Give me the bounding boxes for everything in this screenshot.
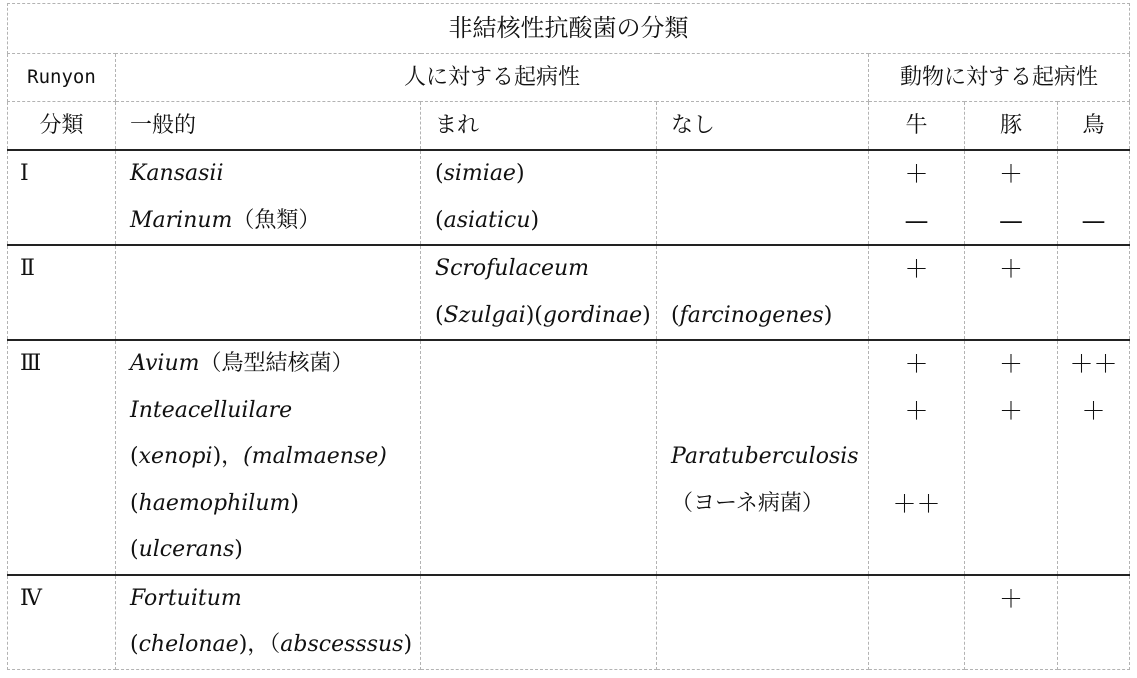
pathogenicity-mark: ＋ xyxy=(904,160,929,188)
cell-pig xyxy=(965,245,1058,340)
pathogenicity-mark xyxy=(869,527,964,574)
pathogenicity-mark xyxy=(1058,481,1129,528)
organism-name-prefix: ( xyxy=(130,444,139,469)
group-row xyxy=(8,575,1130,670)
none-line xyxy=(671,622,854,669)
cell-cattle xyxy=(869,245,965,340)
organism-name-italic2: gordinae xyxy=(542,302,643,328)
animal-pathogenicity-header: 動物に対する起病性 xyxy=(869,54,1130,102)
none-line xyxy=(671,293,854,340)
rare-line xyxy=(435,576,642,623)
cell-general xyxy=(116,575,421,670)
general-line xyxy=(130,622,413,669)
cell-none xyxy=(657,575,869,670)
organism-name-suffix: )，（ xyxy=(238,632,281,657)
runyon-group-numeral: Ⅱ xyxy=(8,245,116,340)
rare-line xyxy=(435,246,642,293)
runyon-header-bottom: 分類 xyxy=(8,102,116,151)
cell-none xyxy=(657,150,869,245)
organism-name-italic: Scrofulaceum xyxy=(435,256,589,281)
cell-cattle xyxy=(869,575,965,670)
pathogenicity-mark xyxy=(1058,151,1129,198)
rare-line xyxy=(435,527,642,574)
pathogenicity-mark: — xyxy=(904,206,929,235)
organism-name-suffix2: ) xyxy=(403,632,413,657)
organism-name-italic: Marinum xyxy=(130,207,233,233)
cell-bird xyxy=(1058,150,1130,245)
runyon-group-numeral: Ⅰ xyxy=(8,150,116,245)
organism-name-italic: simiae xyxy=(443,161,516,186)
organism-name-italic: Szulgai xyxy=(443,302,526,328)
pathogenicity-mark: ＋ xyxy=(904,396,929,425)
none-line xyxy=(671,481,854,528)
pathogenicity-mark xyxy=(965,293,1057,340)
cell-general xyxy=(116,150,421,245)
general-line xyxy=(130,293,406,340)
pathogenicity-mark xyxy=(1058,527,1129,574)
general-line xyxy=(130,481,406,528)
col-bird-header: 鳥 xyxy=(1058,102,1130,151)
none-line xyxy=(671,527,854,574)
none-line xyxy=(671,151,854,198)
pathogenicity-mark xyxy=(1058,246,1129,293)
organism-name-suffix: （ヨーネ病菌） xyxy=(671,490,824,516)
table-title: 非結核性抗酸菌の分類 xyxy=(8,4,1130,54)
pathogenicity-mark xyxy=(965,622,1057,669)
cell-none xyxy=(657,340,869,575)
pathogenicity-mark: ＋ xyxy=(999,350,1023,378)
organism-name-italic: Inteacelluilare xyxy=(130,397,293,423)
organism-name-suffix2: ) xyxy=(642,302,651,328)
col-none-header: なし xyxy=(657,102,869,151)
classification-table-document xyxy=(7,3,1129,673)
general-line xyxy=(130,527,406,574)
organism-name-suffix: （鳥型結核菌） xyxy=(199,351,354,376)
organism-name-prefix: ( xyxy=(435,207,444,233)
pathogenicity-mark: — xyxy=(1081,206,1106,235)
pathogenicity-mark xyxy=(1058,622,1129,669)
organism-name-italic: asiaticu xyxy=(443,207,531,233)
general-line xyxy=(130,198,406,245)
col-pig-header: 豚 xyxy=(965,102,1058,151)
runyon-group-numeral: Ⅲ xyxy=(8,340,116,575)
organism-name-italic: Paratuberculosis xyxy=(671,444,859,469)
general-line xyxy=(130,341,406,388)
general-line xyxy=(130,434,406,481)
cell-bird xyxy=(1058,245,1130,340)
cell-general xyxy=(116,245,421,340)
pathogenicity-mark: — xyxy=(999,206,1023,235)
organism-name-suffix: ) xyxy=(290,490,299,516)
none-line xyxy=(671,341,854,388)
runyon-group-numeral: Ⅳ xyxy=(8,575,116,670)
general-line xyxy=(130,388,406,435)
pathogenicity-mark xyxy=(869,293,964,340)
organism-name-prefix: ( xyxy=(130,537,139,562)
pathogenicity-mark xyxy=(965,527,1057,574)
cell-rare xyxy=(421,340,657,575)
rare-line xyxy=(435,341,642,388)
rare-line xyxy=(435,388,642,435)
none-line xyxy=(671,576,854,623)
table-body xyxy=(8,150,1130,669)
organism-name-italic: ulcerans xyxy=(138,537,235,562)
pathogenicity-mark: ＋ xyxy=(904,350,929,378)
organism-name-prefix: ( xyxy=(435,302,444,328)
cell-bird xyxy=(1058,340,1130,575)
rare-line xyxy=(435,481,642,528)
runyon-header-top: Runyon xyxy=(8,54,116,102)
organism-name-italic: farcinogenes xyxy=(679,302,824,328)
group-row xyxy=(8,150,1130,245)
organism-name-prefix: ( xyxy=(130,632,139,657)
organism-name-prefix: ( xyxy=(130,490,139,516)
pathogenicity-mark xyxy=(1058,293,1129,340)
pathogenicity-mark xyxy=(869,434,964,481)
general-line xyxy=(130,246,406,293)
pathogenicity-mark: ＋ xyxy=(999,255,1023,283)
organism-name-italic: haemophilum xyxy=(138,490,291,516)
organism-name-suffix: ) xyxy=(515,161,525,186)
cell-rare xyxy=(421,575,657,670)
cell-bird xyxy=(1058,575,1130,670)
organism-name-suffix: ) xyxy=(823,302,833,328)
col-cattle-header: 牛 xyxy=(869,102,965,151)
none-line xyxy=(671,434,859,481)
cell-pig xyxy=(965,150,1058,245)
organism-name-prefix: ( xyxy=(435,161,444,186)
cell-pig xyxy=(965,340,1058,575)
pathogenicity-mark: ＋ xyxy=(1081,396,1106,425)
pathogenicity-mark: ＋ xyxy=(999,396,1023,425)
pathogenicity-mark: ＋ xyxy=(999,160,1023,188)
organism-name-italic2: (malmaense) xyxy=(243,444,387,469)
pathogenicity-mark: ＋ xyxy=(904,255,929,283)
organism-name-suffix: ) xyxy=(530,207,540,233)
cell-rare xyxy=(421,150,657,245)
pathogenicity-mark xyxy=(869,576,964,623)
group-row xyxy=(8,245,1130,340)
cell-rare xyxy=(421,245,657,340)
organism-name-suffix: ) xyxy=(234,537,243,562)
general-line xyxy=(130,576,406,623)
col-rare-header: まれ xyxy=(421,102,657,151)
organism-name-italic2: abscesssus xyxy=(280,632,404,657)
rare-line xyxy=(435,622,642,669)
classification-table xyxy=(7,3,1130,670)
rare-line xyxy=(435,434,642,481)
organism-name-prefix: ( xyxy=(671,302,680,328)
pathogenicity-mark: ＋ xyxy=(999,584,1023,613)
pathogenicity-mark xyxy=(965,481,1057,528)
cell-general xyxy=(116,340,421,575)
general-line xyxy=(130,151,406,198)
none-line xyxy=(671,246,854,293)
pathogenicity-mark: ＋＋ xyxy=(1069,350,1118,378)
cell-cattle xyxy=(869,340,965,575)
cell-none xyxy=(657,245,869,340)
human-pathogenicity-header: 人に対する起病性 xyxy=(116,54,869,102)
pathogenicity-mark xyxy=(1058,434,1129,481)
organism-name-suffix: )， xyxy=(212,444,244,469)
pathogenicity-mark xyxy=(869,622,964,669)
organism-name-italic: Avium xyxy=(130,351,200,376)
organism-name-suffix: （魚類） xyxy=(232,207,321,233)
organism-name-italic: xenopi xyxy=(138,444,213,469)
col-general-header: 一般的 xyxy=(116,102,421,151)
none-line xyxy=(671,388,854,435)
organism-name-suffix: )( xyxy=(525,302,543,328)
cell-cattle xyxy=(869,150,965,245)
organism-name-italic: chelonae xyxy=(138,632,239,657)
organism-name-italic: Fortuitum xyxy=(130,585,242,611)
rare-line xyxy=(435,151,642,198)
rare-line xyxy=(435,198,642,245)
rare-line xyxy=(435,293,651,340)
organism-name-italic: Kansasii xyxy=(130,161,224,186)
none-line xyxy=(671,198,854,245)
cell-pig xyxy=(965,575,1058,670)
pathogenicity-mark: ＋＋ xyxy=(892,489,941,518)
group-row xyxy=(8,340,1130,575)
pathogenicity-mark xyxy=(965,434,1057,481)
pathogenicity-mark xyxy=(1058,576,1129,623)
